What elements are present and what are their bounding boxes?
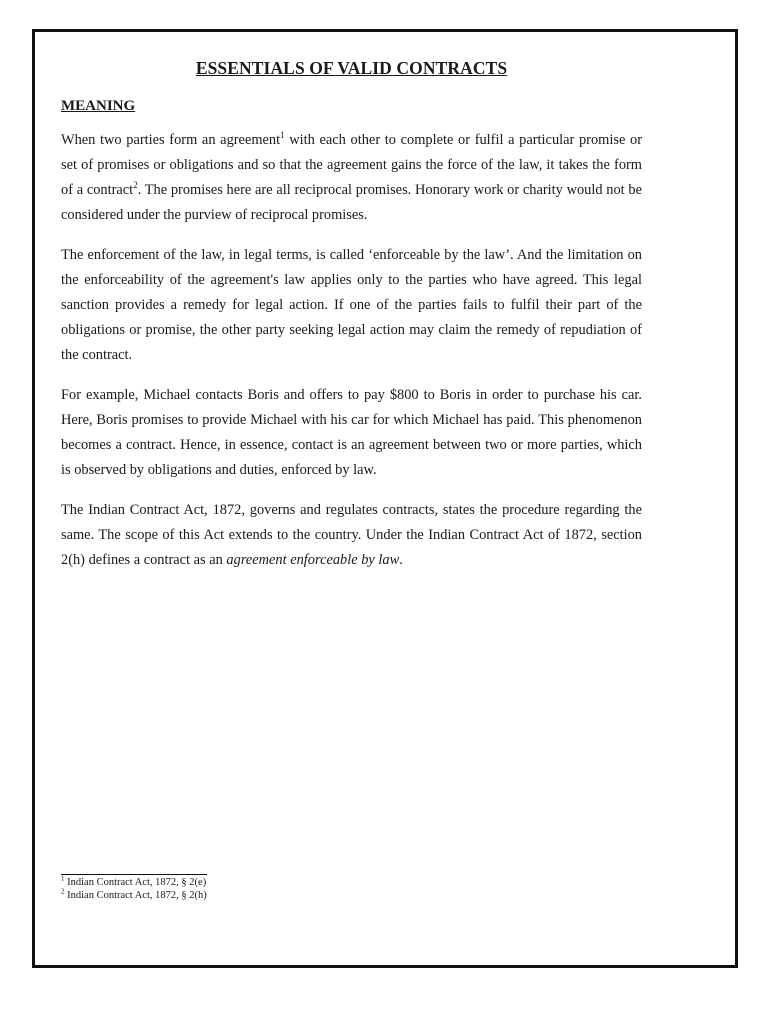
paragraph-text: The Indian Contract Act, 1872, governs and regulates contracts, states the procedure regarding the same. The scope of this Act extends to the country. Under the Indian Contract Act of 1872, section 2(h) defines a contract as an <box>61 502 642 568</box>
footnote-marker: 2 <box>61 887 65 895</box>
paragraph-text: . <box>399 552 403 568</box>
footnote-marker: 1 <box>61 874 65 883</box>
document-body <box>61 58 642 573</box>
footnote-2 <box>61 887 642 903</box>
paragraph-text: . The promises here are all reciprocal promises. Honorary work or charity would not be considered under the purview of reciprocal promises. <box>61 182 642 223</box>
paragraph-enforcement: The enforcement of the law, in legal terms, is called ‘enforceable by the law’. And the limitation on the enforceability of the agreement's law applies only to the parties who have agreed. This legal sanction provides a remedy for legal action. If one of the parties fails to fulfil their part of the obligations or promise, the other party seeking legal action may claim the remedy of repudiation of the contract. <box>61 247 642 363</box>
document-title: ESSENTIALS OF VALID CONTRACTS <box>195 58 508 78</box>
footnote-ref-2[interactable]: 2 <box>133 180 138 191</box>
paragraph-text: with each other to complete or fulfil a particular promise or set of promises or obligations and so that the agreement gains the force of the law, it takes the form of a contract <box>61 132 642 198</box>
emphasized-definition: agreement enforceable by law <box>226 552 400 568</box>
section-heading-meaning: MEANING <box>61 98 136 114</box>
footnote-ref-1[interactable]: 1 <box>280 130 285 141</box>
footnote-text: Indian Contract Act, 1872, § 2(e) <box>64 877 207 888</box>
paragraph-example: For example, Michael contacts Boris and offers to pay $800 to Boris in order to purchase his car. Here, Boris promises to provide Michael with his car for which Michael has paid. This phenomenon becomes a contract. Hence, in essence, contact is an agreement between two or more parties, which is observed by obligations and duties, enforced by law. <box>61 387 642 478</box>
paragraph-definition <box>61 128 642 228</box>
footnote-text: Indian Contract Act, 1872, § 2(h) <box>64 889 207 901</box>
footnotes-section <box>61 874 642 902</box>
paragraph-text: When two parties form an agreement <box>61 132 281 148</box>
paragraph-indian-contract-act <box>61 498 642 573</box>
footnote-separator <box>61 874 207 875</box>
footnote-1 <box>61 874 642 890</box>
